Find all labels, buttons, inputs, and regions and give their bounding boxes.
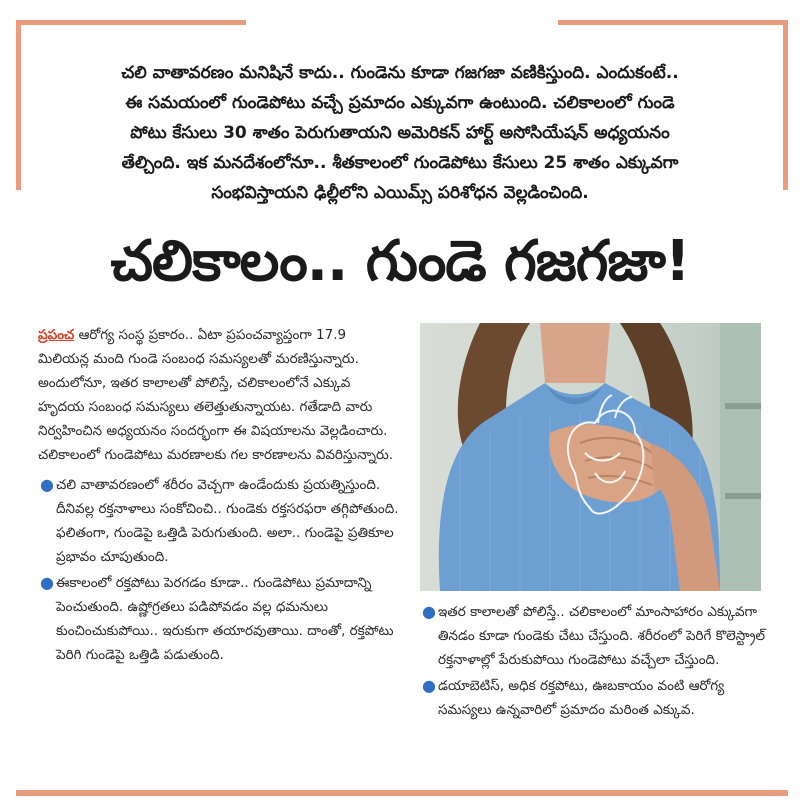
list-item xyxy=(420,674,770,722)
left-column xyxy=(38,323,400,669)
frame-top-right-vertical xyxy=(783,20,788,190)
list-item xyxy=(38,473,400,569)
intro-line: పోటు కేసులు 30 శాతం పెరుగుతాయని అమెరికన్ హార్ట్ అసోసియేషన్ అధ్యయనం xyxy=(130,123,670,143)
article-headline: చలికాలం.. గుండె గజగజా! xyxy=(110,229,690,294)
bullet-list-left xyxy=(38,473,400,667)
intro-line: తేల్చింది. ఇక మనదేశంలోనూ.. శీతకాలంలో గుండెపోటు కేసులు 25 శాతం ఎక్కువగా xyxy=(121,153,679,173)
intro-line: ఈ సమయంలో గుండెపోటు వచ్చే ప్రమాదం ఎక్కువగా ఉంటుంది. చలికాలంలో గుండె xyxy=(125,93,675,113)
body-paragraph-text: ఆరోగ్య సంస్థ ప్రకారం.. ఏటా ప్రపంచవ్యాప్తంగా 17.9 మిలియన్ల మంది గుండె సంబంధ సమస్యలతో మరణిస్తున్నారు. అందులోనూ, ఇతర కాలాలతో పోలిస్తే, చలికాలంలోనే ఎక్కువ హృదయ సంబంధ సమస్యలు తలెత్తుతున్నాయట. గతేడాది వారు నిర్వహించిన అధ్యయనం సందర్భంగా ఈ విషయాలను వెల్లడించారు. చలికాలంలో గుండెపోటు మరణాలకు గల కారణాలను వివరిస్తున్నారు. xyxy=(38,327,394,463)
list-item xyxy=(38,571,400,667)
bullet-list-right xyxy=(420,600,770,722)
intro-line: సంభవిస్తాయని ఢిల్లీలోని ఎయిమ్స్ పరిశోధన వెల్లడించింది. xyxy=(211,183,589,203)
list-item xyxy=(420,600,770,672)
frame-top-right xyxy=(558,20,788,25)
intro-paragraph xyxy=(35,58,765,208)
frame-bottom xyxy=(16,790,788,796)
article-photo xyxy=(420,323,761,591)
bullet-text: చలి వాతావరణంలో శరీరం వెచ్చగా ఉండేందుకు ప్రయత్నిస్తుంది. దీనివల్ల రక్తనాళాలు సంకోచించి.. గుండెకు రక్తసరఫరా తగ్గిపోతుంది. ఫలితంగా, గుండెపై ఒత్తిడి పెరుగుతుంది. అలా.. గుండెపై ప్రతికూల ప్రభావం చూపుతుంది. xyxy=(56,477,399,565)
frame-top-left-vertical xyxy=(16,20,21,190)
bullet-text: ఈకాలంలో రక్తపోటు పెరగడం కూడా.. గుండెపోటు ప్రమాదాన్ని పెంచుతుంది. ఉష్ణోగ్రతలు పడిపోవడం వల్ల ధమనులు కుంచించుకుపోయి.. ఇరుకుగా తయారవుతాయి. దాంతో, రక్తపోటు పెరిగి గుండెపై ఒత్తిడి పడుతుంది. xyxy=(56,575,394,663)
bullet-text: ఇతర కాలాలతో పోలిస్తే.. చలికాలంలో మాంసాహారం ఎక్కువగా తినడం కూడా గుండెకు చేటు చేస్తుంది. శరీరంలో పెరిగే కొలెస్ట్రాల్ రక్తనాళాల్లో పేరుకుపోయి గుండెపోటు వచ్చేలా చేస్తుంది. xyxy=(438,604,766,668)
woman-chest-pain-illustration xyxy=(420,323,761,591)
bullet-dot-icon: ● xyxy=(422,676,436,695)
right-column xyxy=(420,600,770,724)
bullet-dot-icon: ● xyxy=(422,602,436,621)
bullet-text: డయాబెటిస్, అధిక రక్తపోటు, ఊబకాయం వంటి ఆరోగ్య సమస్యలు ఉన్నవారిలో ప్రమాదం మరింత ఎక్కువ. xyxy=(438,678,725,718)
bullet-dot-icon: ● xyxy=(40,475,54,494)
body-paragraph xyxy=(38,323,400,467)
intro-line: చలి వాతావరణం మనిషినే కాదు.. గుండెను కూడా గజగజా వణికిస్తుంది. ఎందుకంటే.. xyxy=(121,63,679,83)
lead-word: ప్రపంచ xyxy=(38,327,75,343)
frame-top-left xyxy=(16,20,246,25)
bullet-dot-icon: ● xyxy=(40,573,54,592)
